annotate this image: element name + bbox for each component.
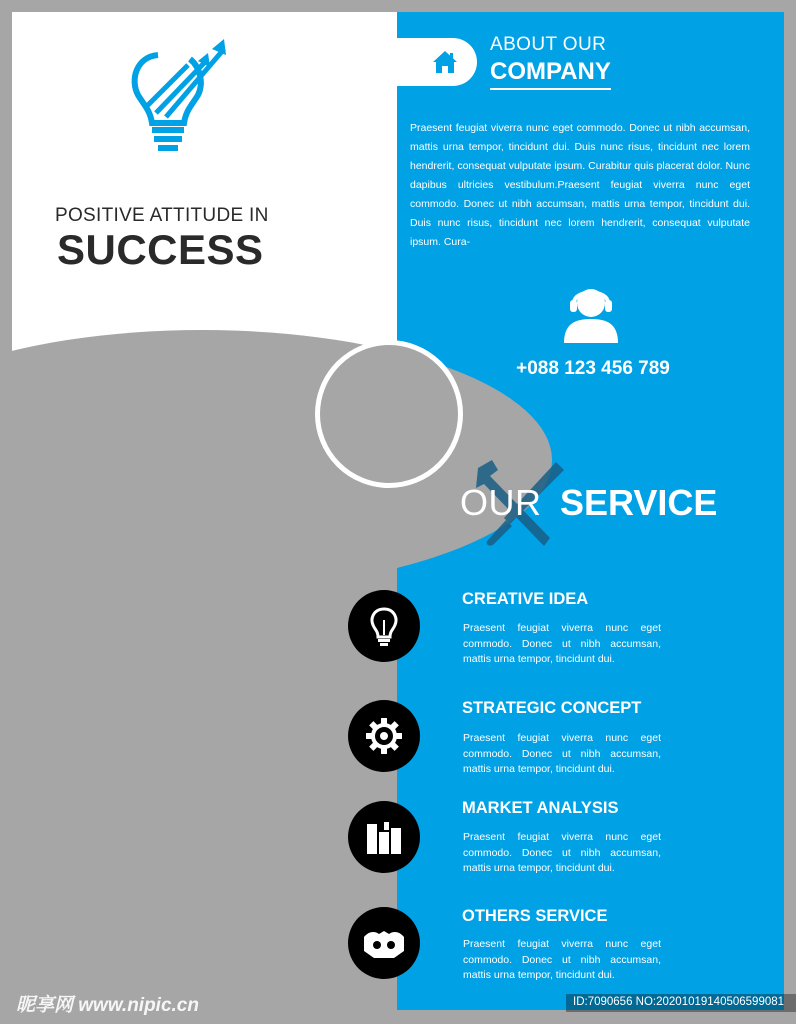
- about-heading-light: ABOUT OUR: [490, 34, 607, 55]
- service-strategic-title: STRATEGIC CONCEPT: [462, 699, 642, 717]
- lightbulb-icon: [366, 606, 402, 646]
- hero-tagline: POSITIVE ATTITUDE IN: [55, 205, 269, 226]
- service-others-title: OTHERS SERVICE: [462, 907, 608, 925]
- service-creative-text: Praesent feugiat viverra nunc eget commodo. Donec ut nibh accumsan, mattis urna tempor, tincidunt dui.: [463, 622, 661, 665]
- contact-phone: +088 123 456 789: [516, 358, 670, 379]
- service-market-title: MARKET ANALYSIS: [462, 799, 619, 817]
- gear-icon: [364, 716, 404, 756]
- about-heading-bold: COMPANY: [490, 58, 611, 90]
- bar-chart-icon: [364, 818, 404, 856]
- service-others-text: Praesent feugiat viverra nunc eget commodo. Donec ut nibh accumsan, mattis urna tempor, tincidunt dui.: [463, 938, 661, 981]
- service-creative-title: CREATIVE IDEA: [462, 590, 589, 608]
- service-others-icon-badge: [348, 907, 420, 979]
- grey-lower-panel: [12, 452, 397, 1010]
- services-heading-light: OUR: [460, 482, 542, 523]
- image-id-text: ID:7090656 NO:20201019140506599081: [573, 996, 785, 1008]
- service-strategic-text: Praesent feugiat viverra nunc eget commodo. Donec ut nibh accumsan, mattis urna tempor, tincidunt dui.: [463, 732, 661, 775]
- handshake-icon: [361, 925, 407, 961]
- photo-circle-placeholder: [315, 340, 463, 488]
- service-market-text: Praesent feugiat viverra nunc eget commodo. Donec ut nibh accumsan, mattis urna tempor, tincidunt dui.: [463, 831, 661, 874]
- home-pill: [385, 38, 477, 86]
- service-market-icon-badge: [348, 801, 420, 873]
- about-paragraph: Praesent feugiat viverra nunc eget commodo. Donec ut nibh accumsan, mattis urna tempor, tincidunt dui. Duis nunc risus, tincidunt nec lorem hendrerit, consequat vulputate ipsum. Curabitur quis placerat dolor. Nunc dapibus ultricies vestibulum.Praesent feugiat viverra nunc eget commodo. Donec ut nibh accumsan, mattis urna tempor, tincidunt dui. Duis nunc risus, tincidunt nec lorem hendrerit, consequat vulputate ipsum. Cura-: [410, 122, 750, 248]
- hero-headline: SUCCESS: [57, 226, 264, 273]
- site-watermark: 昵享网 www.nipic.cn: [16, 995, 199, 1016]
- customer-support-icon: [562, 283, 620, 343]
- lightbulb-arrows-icon: [118, 35, 228, 165]
- services-heading-bold: SERVICE: [560, 482, 718, 523]
- service-creative-icon-badge: [348, 590, 420, 662]
- service-strategic-icon-badge: [348, 700, 420, 772]
- home-icon: [432, 50, 458, 74]
